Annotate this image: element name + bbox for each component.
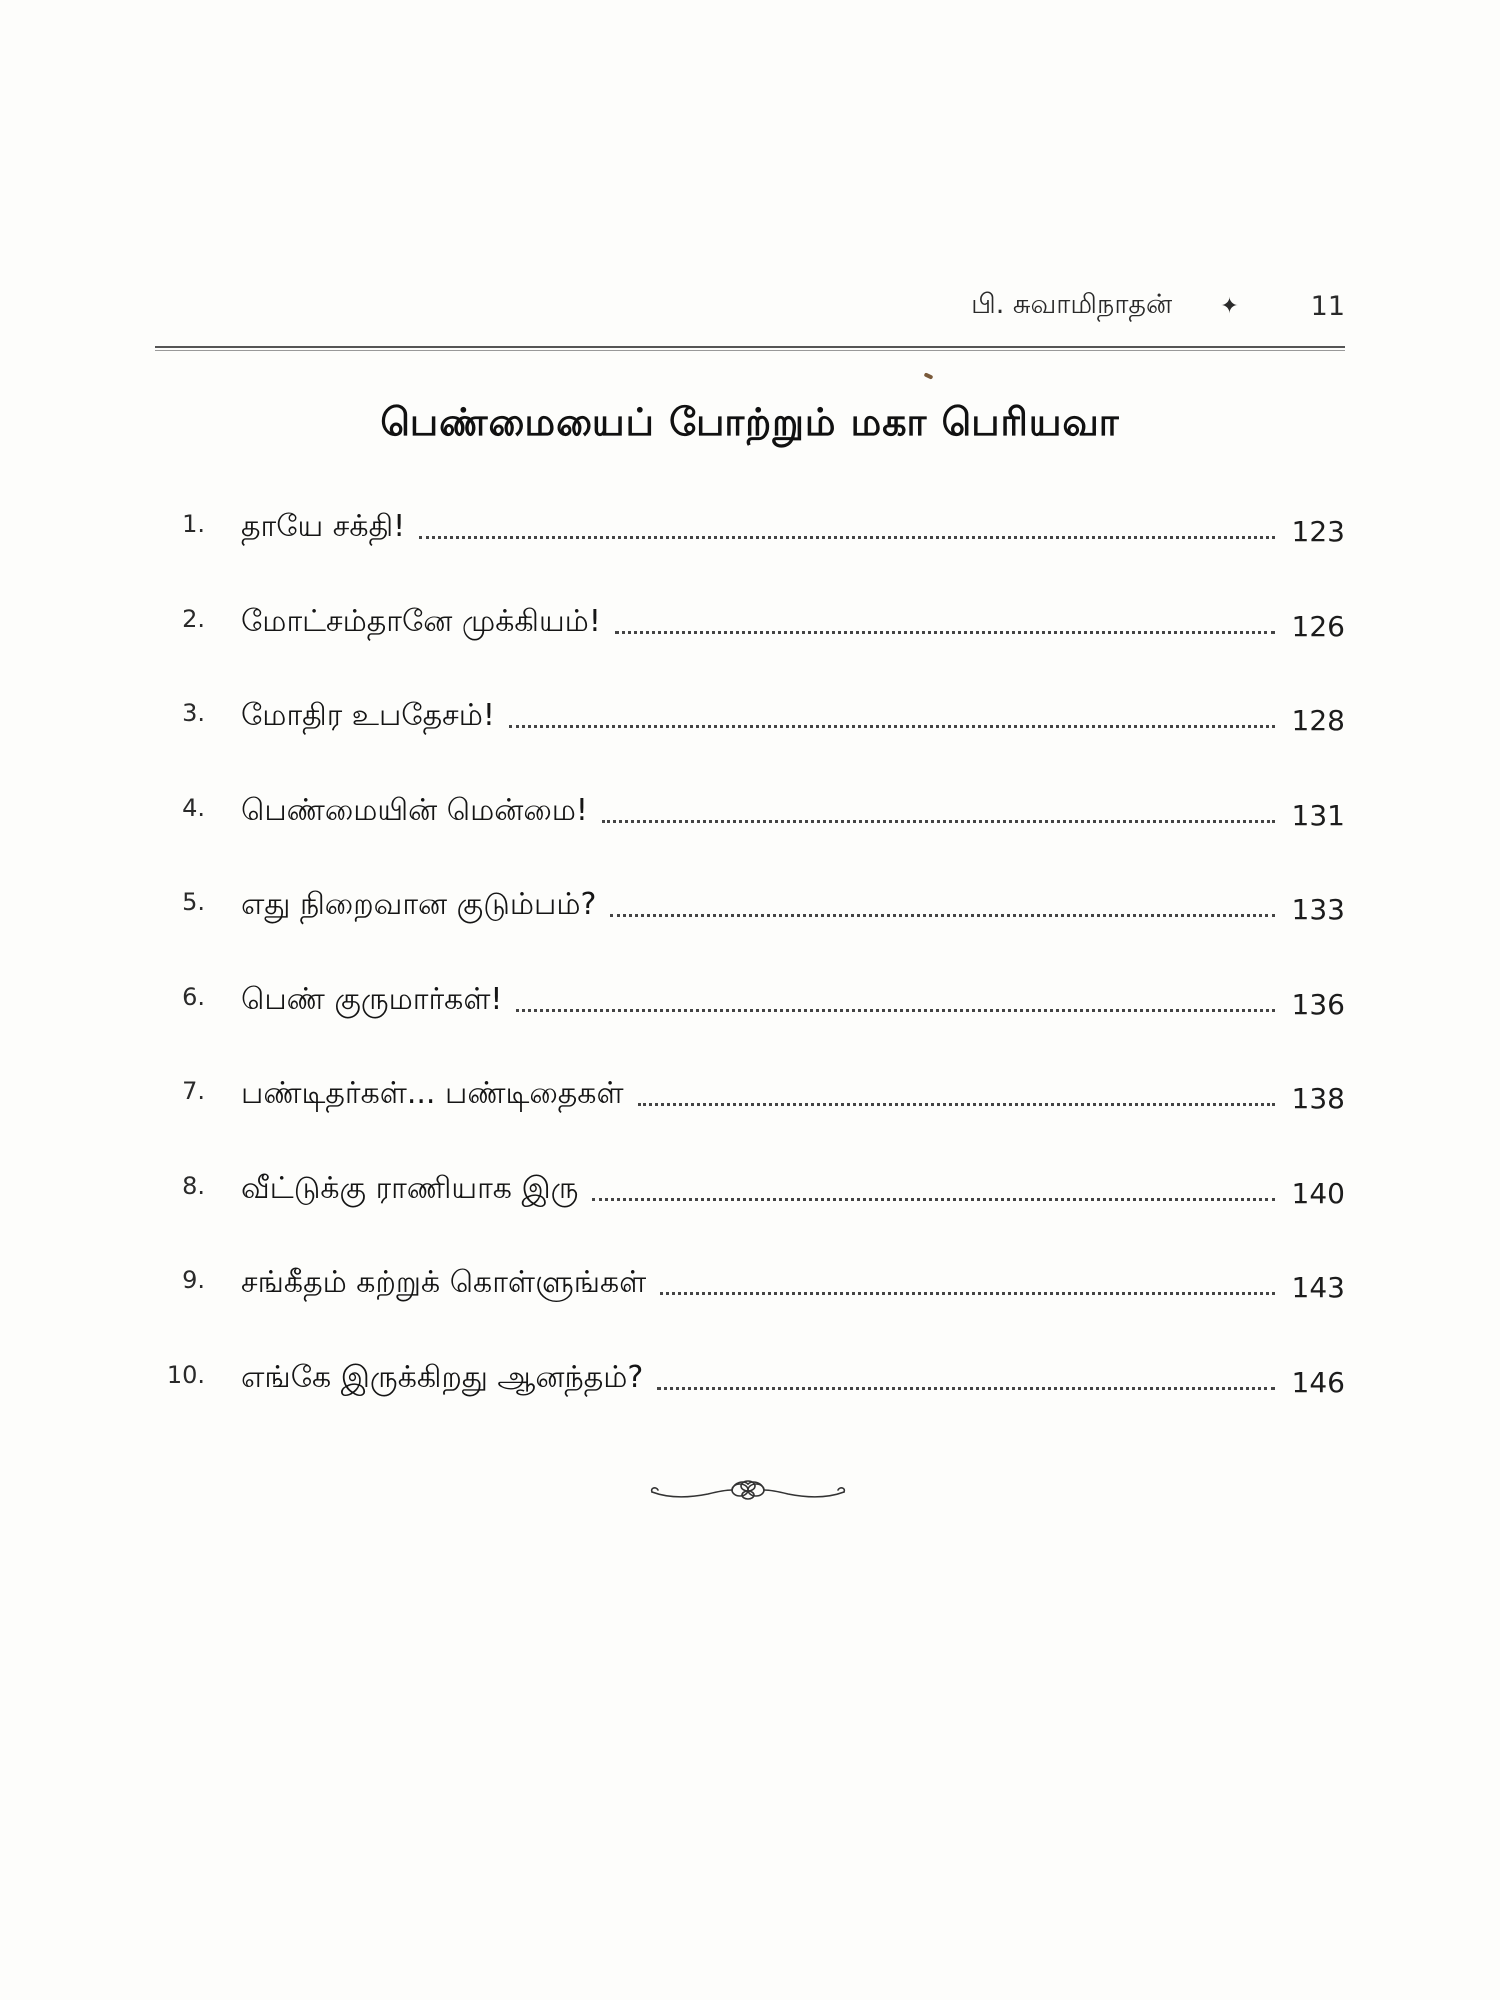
toc-entry-4[interactable] xyxy=(155,782,1345,877)
toc-entry-2[interactable] xyxy=(155,593,1345,688)
toc-entry-9[interactable] xyxy=(155,1254,1345,1349)
toc-entry-title: மோட்சம்தானே முக்கியம்! xyxy=(241,603,601,639)
toc-entry-number: 1. xyxy=(182,510,205,538)
toc-entry-8[interactable] xyxy=(155,1160,1345,1255)
running-head-author: பி. சுவாமிநாதன் xyxy=(971,288,1173,320)
toc-entry-10[interactable] xyxy=(155,1349,1345,1444)
dot-leader xyxy=(602,820,1275,823)
toc-entry-number: 10. xyxy=(166,1360,205,1389)
toc-entry-7[interactable] xyxy=(155,1065,1345,1160)
dot-leader xyxy=(638,1103,1275,1106)
dot-leader xyxy=(419,536,1275,539)
toc-entry-page: 131 xyxy=(1291,798,1345,832)
dot-leader xyxy=(615,631,1275,634)
header-rule-thin xyxy=(155,350,1345,351)
toc-entry-5[interactable] xyxy=(155,876,1345,971)
dot-leader xyxy=(610,914,1275,917)
toc-entry-number: 2. xyxy=(182,604,205,633)
toc-entry-title: சங்கீதம் கற்றுக் கொள்ளுங்கள் xyxy=(241,1265,647,1300)
toc-entry-number: 9. xyxy=(182,1266,205,1294)
print-speck xyxy=(924,372,934,379)
star-separator-icon: ✦ xyxy=(1220,293,1239,319)
toc-entry-page: 126 xyxy=(1291,609,1345,643)
toc-entry-6[interactable] xyxy=(155,971,1345,1066)
dot-leader xyxy=(516,1009,1275,1012)
toc-entry-number: 6. xyxy=(182,982,205,1011)
toc-entry-page: 128 xyxy=(1291,704,1345,737)
section-title: பெண்மையைப் போற்றும் மகா பெரியவா xyxy=(380,400,1120,444)
toc-entry-1[interactable] xyxy=(155,498,1345,593)
toc-entry-title: பெண்மையின் மென்மை! xyxy=(241,792,588,828)
toc-entry-number: 7. xyxy=(182,1077,205,1105)
toc-entry-page: 123 xyxy=(1291,515,1345,548)
toc-entry-number: 3. xyxy=(182,699,205,727)
toc-entry-title: பண்டிதர்கள்... பண்டிதைகள் xyxy=(241,1076,624,1111)
dot-leader xyxy=(660,1292,1275,1295)
scroll-flourish-icon xyxy=(648,1472,848,1508)
toc-entry-title: எங்கே இருக்கிறது ஆனந்தம்? xyxy=(241,1359,644,1395)
dot-leader xyxy=(592,1198,1275,1201)
toc-entry-number: 5. xyxy=(182,888,205,916)
running-head xyxy=(155,286,1345,326)
toc-entry-title: தாயே சக்தி! xyxy=(241,509,406,544)
toc-entry-page: 133 xyxy=(1291,893,1345,926)
toc-entry-title: பெண் குருமார்கள்! xyxy=(241,981,503,1017)
toc-entry-title: மோதிர உபதேசம்! xyxy=(241,698,495,733)
dot-leader xyxy=(509,725,1275,728)
toc-entry-page: 138 xyxy=(1291,1082,1345,1115)
toc-entry-page: 140 xyxy=(1291,1176,1345,1210)
dot-leader xyxy=(657,1387,1275,1390)
page-number: 11 xyxy=(1310,290,1345,322)
toc-entry-number: 4. xyxy=(182,793,205,822)
toc-entry-page: 143 xyxy=(1291,1271,1345,1304)
toc-entry-3[interactable] xyxy=(155,687,1345,782)
toc-entry-page: 146 xyxy=(1291,1365,1345,1399)
header-rule xyxy=(155,346,1345,348)
toc-entry-title: வீட்டுக்கு ராணியாக இரு xyxy=(241,1170,579,1206)
toc-entry-title: எது நிறைவான குடும்பம்? xyxy=(241,887,597,922)
table-of-contents xyxy=(155,498,1345,1443)
toc-entry-number: 8. xyxy=(182,1171,205,1200)
toc-entry-page: 136 xyxy=(1291,987,1345,1021)
